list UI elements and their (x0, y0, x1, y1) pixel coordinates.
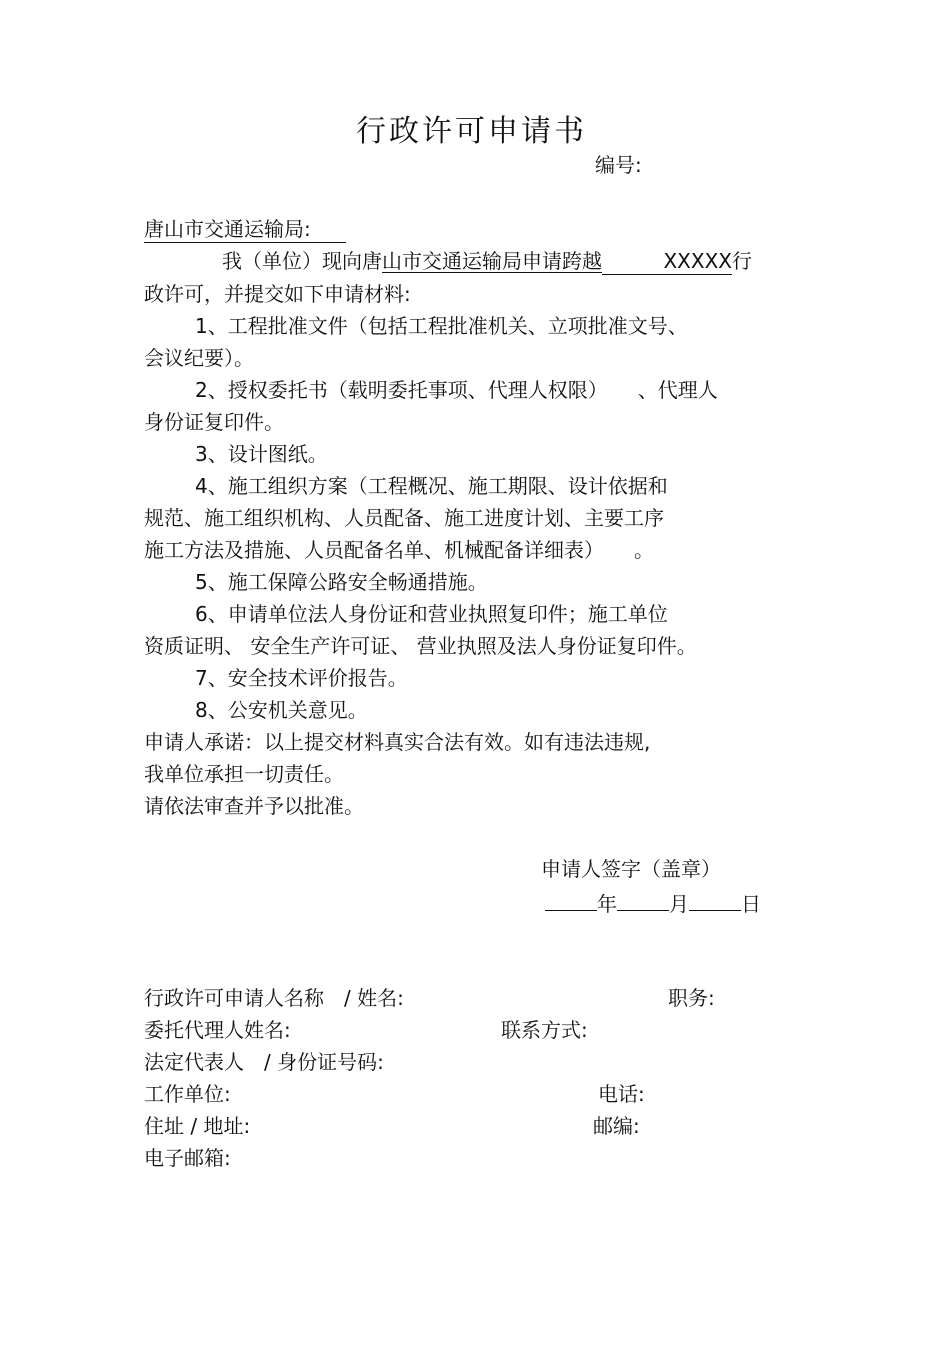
pledge-line-2: 我单位承担一切责任。 (144, 762, 344, 786)
work-unit-label: 工作单位: (144, 1082, 231, 1106)
item-4-line-3: 施工方法及措施、人员配备名单、机械配备详细表） 。 (144, 538, 654, 562)
item-4-line-1: 4、施工组织方案（工程概况、施工期限、设计依据和 (195, 474, 668, 498)
intro-project: XXXXX (663, 249, 732, 273)
intro-authority: 山市交通运输局申请跨越 (382, 249, 602, 273)
phone-label: 电话: (598, 1082, 645, 1106)
year-label: 年 (597, 892, 617, 916)
serial-number-label: 编号: (595, 153, 642, 177)
applicant-name-label: 行政许可申请人名称 / 姓名: (144, 986, 404, 1010)
postcode-label: 邮编: (593, 1114, 640, 1138)
intro-line-1 (222, 248, 752, 275)
item-2-line-1: 2、授权委托书（载明委托事项、代理人权限） 、代理人 (195, 378, 718, 402)
item-8: 8、公安机关意见。 (195, 698, 368, 722)
item-5: 5、施工保障公路安全畅通措施。 (195, 570, 488, 594)
month-blank (617, 888, 669, 911)
signature-label: 申请人签字（盖章） (541, 857, 721, 881)
position-label: 职务: (668, 986, 715, 1010)
item-7: 7、安全技术评价报告。 (195, 666, 408, 690)
item-1-line-1: 1、工程批准文件（包括工程批准机关、立项批准文号、 (195, 314, 688, 338)
email-label: 电子邮箱: (144, 1146, 231, 1170)
day-blank (689, 888, 741, 911)
agent-name-label: 委托代理人姓名: (144, 1018, 291, 1042)
year-blank (545, 888, 597, 911)
legal-rep-label: 法定代表人 / 身份证号码: (144, 1050, 384, 1074)
intro-line-2: 政许可，并提交如下申请材料: (144, 282, 411, 306)
item-2-line-2: 身份证复印件。 (144, 410, 284, 434)
item-1-line-2: 会议纪要）。 (144, 346, 254, 370)
contact-label: 联系方式: (501, 1018, 588, 1042)
address-label: 住址 / 地址: (144, 1114, 251, 1138)
item-4-line-2: 规范、施工组织机构、人员配备、施工进度计划、主要工序 (144, 506, 664, 530)
item-6-line-2: 资质证明、 安全生产许可证、 营业执照及法人身份证复印件。 (144, 634, 697, 658)
page-title: 行政许可申请书 (356, 114, 587, 149)
month-label: 月 (669, 892, 689, 916)
item-6-line-1: 6、申请单位法人身份证和营业执照复印件；施工单位 (195, 602, 668, 626)
intro-prefix: 我（单位）现向唐 (222, 249, 382, 273)
pledge-line-1: 申请人承诺：以上提交材料真实合法有效。如有违法违规, (144, 730, 651, 754)
addressee: 唐山市交通运输局: (144, 216, 346, 243)
intro-project-blank (602, 248, 732, 275)
item-3: 3、设计图纸。 (195, 442, 328, 466)
pledge-line-3: 请依法审查并予以批准。 (144, 794, 364, 818)
intro-suffix: 行 (732, 249, 752, 273)
day-label: 日 (741, 892, 761, 916)
signature-date (545, 888, 761, 917)
